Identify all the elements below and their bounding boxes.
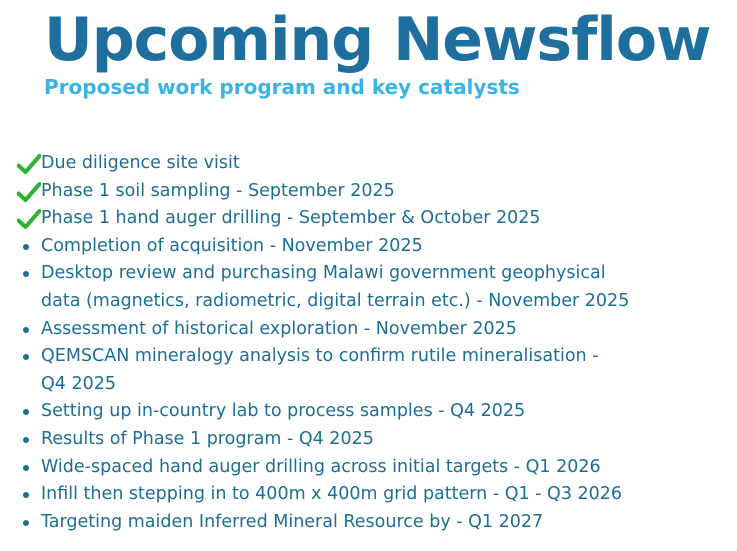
list-item-text: Phase 1 soil sampling - September 2025 [41,180,395,201]
list-item-text: Results of Phase 1 program - Q4 2025 [41,428,374,449]
list-item [0,260,737,315]
bullet-icon [0,398,41,426]
catalyst-list [0,150,737,536]
bullet-icon [0,316,41,344]
list-item [0,509,737,537]
list-item [0,398,737,426]
list-item-text: Infill then stepping in to 400m x 400m grid pattern - Q1 - Q3 2026 [41,484,623,505]
list-item [0,481,737,509]
list-item-text: Due diligence site visit [41,153,240,173]
list-item [0,454,737,482]
list-item-text-continued: Q4 2025 [41,373,117,394]
list-item [0,205,737,233]
bullet-icon [0,260,41,288]
list-item-text: Desktop review and purchasing Malawi government geophysical [41,263,606,284]
list-item-text: Targeting maiden Inferred Mineral Resource by - Q1 2027 [41,511,544,532]
list-item [0,426,737,454]
list-item-text: Wide-spaced hand auger drilling across initial targets - Q1 2026 [41,456,601,477]
list-item [0,343,737,398]
list-item-text-continued: data (magnetics, radiometric, digital terrain etc.) - November 2025 [41,290,630,311]
bullet-icon [0,233,41,261]
list-item [0,150,737,178]
list-item [0,316,737,344]
bullet-icon [0,454,41,482]
list-item-text: Assessment of historical exploration - November 2025 [41,318,517,339]
list-item [0,178,737,206]
page-title: Upcoming Newsflow [44,5,711,75]
bullet-icon [0,509,41,537]
list-item-text: Completion of acquisition - November 2025 [41,235,423,256]
list-item [0,233,737,261]
check-icon [0,178,41,206]
bullet-icon [0,343,41,371]
list-item-text: QEMSCAN mineralogy analysis to confirm rutile mineralisation - [41,346,599,367]
check-icon [0,150,41,178]
list-item-text: Phase 1 hand auger drilling - September & October 2025 [41,208,541,229]
page-subtitle: Proposed work program and key catalysts [44,75,520,99]
bullet-icon [0,481,41,509]
check-icon [0,205,41,233]
bullet-icon [0,426,41,454]
list-item-text: Setting up in-country lab to process samples - Q4 2025 [41,401,526,422]
